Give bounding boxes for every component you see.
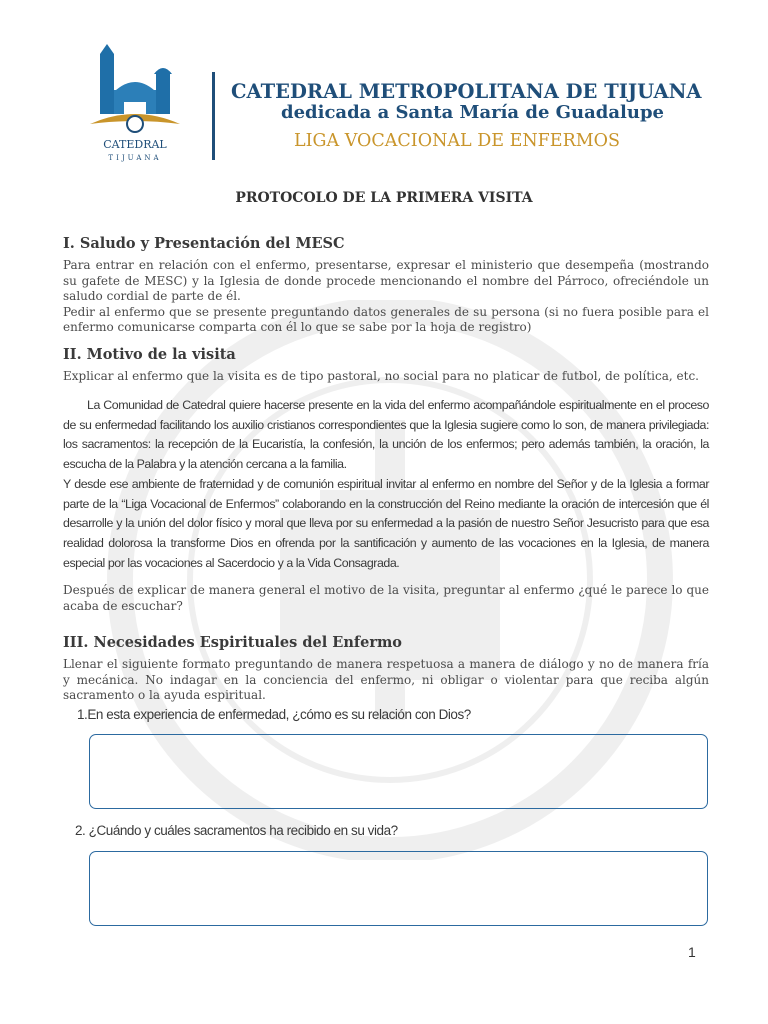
catedral-tijuana-logo [80, 44, 190, 162]
section3-heading: III. Necesidades Espirituales del Enfermo [63, 634, 402, 651]
league-name: LIGA VOCACIONAL DE ENFERMOS [294, 131, 621, 151]
page-number: 1 [688, 944, 696, 960]
section2-message-paragraph2: Y desde ese ambiente de fraternidad y de comunión espiritual invitar al enfermo en nombre del Señor y de la Iglesia a formar parte de la “Liga Vocacional de Enfermos” colaborando en la construcción del Reino mediante la oración de intercesión que él desarrolle y la unión del dolor físico y moral que lleva por su enfermedad a la pasión de nuestro Señor Jesucristo para que esa realidad dolorosa la transforme Dios en ofrenda por la santificación y aumento de las vocaciones en la Iglesia, de manera especial por las vocaciones al Sacerdocio y a la Vida Consagrada. [63, 476, 709, 570]
header-divider [212, 72, 215, 160]
section1-body [63, 258, 709, 336]
section1-heading: I. Saludo y Presentación del MESC [63, 235, 345, 252]
question-1: 1.En esta experiencia de enfermedad, ¿cómo es su relación con Dios? [77, 707, 471, 722]
question-2: 2. ¿Cuándo y cuáles sacramentos ha recibido en su vida? [75, 823, 398, 838]
document-title: PROTOCOLO DE LA PRIMERA VISITA [235, 190, 533, 206]
section2-message [63, 396, 709, 573]
logo-text: CATEDRAL [103, 138, 167, 151]
section2-followup: Después de explicar de manera general el motivo de la visita, preguntar al enfermo ¿qué le parece lo que acaba de escuchar? [63, 583, 709, 613]
cathedral-dedication: dedicada a Santa María de Guadalupe [281, 102, 665, 123]
section3-intro: Llenar el siguiente formato preguntando de manera respetuosa a manera de diálogo y no de manera fría y mecánica. No indagar en la conciencia del enfermo, ni obligar o violentar para que reciba algún sacramento o la ayuda espiritual. [63, 657, 709, 703]
section2-heading: II. Motivo de la visita [63, 346, 236, 363]
section1-paragraph2: Pedir al enfermo que se presente preguntando datos generales de su persona (si no fuera posible para el enfermo comunicarse comparta con él lo que se sabe por la hoja de registro) [63, 304, 709, 335]
logo-subtext: TIJUANA [108, 154, 162, 162]
section2-message-paragraph1: La Comunidad de Catedral quiere hacerse presente en la vida del enfermo acompañándole espiritualmente en el proceso de su enfermedad facilitando los auxilio cristianos correspondientes que la Iglesia sugiere como lo son, de manera privilegiada: los sacramentos: la recepción de la Eucaristía, la confesión, la unción de los enfermos; pero además también, la oración, la escucha de la Palabra y la atención cercana a la familia. [63, 398, 709, 472]
section2-intro: Explicar al enfermo que la visita es de tipo pastoral, no social para no platicar de futbol, de política, etc. [63, 369, 699, 383]
answer-box-1[interactable] [89, 734, 708, 809]
answer-box-2[interactable] [89, 851, 708, 926]
cathedral-name: CATEDRAL METROPOLITANA DE TIJUANA [231, 80, 702, 103]
section1-paragraph1: Para entrar en relación con el enfermo, presentarse, expresar el ministerio que desempeña (mostrando su gafete de MESC) y la Iglesia de donde procede mencionando el nombre del Párroco, ofreciéndole un saludo cordial de parte de él. [63, 258, 709, 304]
